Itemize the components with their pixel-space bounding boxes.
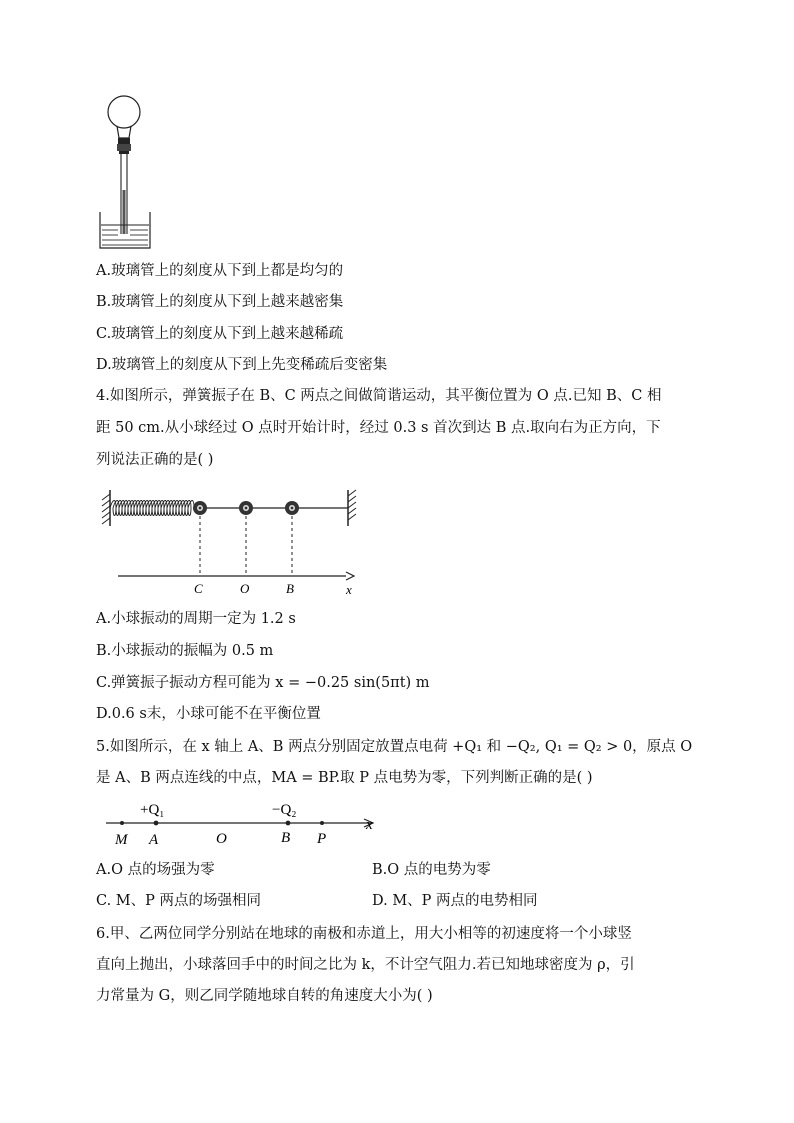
q5-stem-line-1: 5.如图所示，在 x 轴上 A、B 两点分别固定放置点电荷 +Q₁ 和 −Q₂, Q₁ = Q₂ > 0，原点 O: [96, 739, 693, 755]
q4-option-b: B.小球振动的振幅为 0.5 m: [96, 643, 274, 659]
label-b: B: [281, 830, 291, 846]
label-a: A: [149, 832, 159, 848]
label-o: O: [240, 581, 250, 596]
charge-plus-q1: +Q₁: [140, 802, 165, 818]
q4-stem-line-1: 4.如图所示，弹簧振子在 B、C 两点之间做简谐运动，其平衡位置为 O 点.已知 B、C 相: [96, 388, 662, 404]
ball-o: [239, 501, 253, 515]
q4-option-c: C.弹簧振子振动方程可能为 x = −0.25 sin(5πt) m: [96, 675, 430, 691]
q5-option-b: B.O 点的电势为零: [372, 862, 491, 878]
q5-option-c: C. M、P 两点的场强相同: [96, 893, 262, 909]
ball-b: [285, 501, 299, 515]
charge-minus-q2: −Q₂: [272, 802, 297, 818]
bulb-tube-figure: [96, 94, 156, 250]
q3-option-a: A.玻璃管上的刻度从下到上都是均匀的: [96, 263, 344, 279]
ball-c: [193, 501, 207, 515]
label-o: O: [216, 831, 227, 847]
label-x: x: [366, 817, 373, 833]
label-m: M: [115, 832, 128, 848]
q5-option-a: A.O 点的场强为零: [96, 862, 215, 878]
q5-option-d: D. M、P 两点的电势相同: [372, 893, 538, 909]
q6-stem-line-3: 力常量为 G，则乙同学随地球自转的角速度大小为( ): [96, 988, 433, 1004]
q3-option-b: B.玻璃管上的刻度从下到上越来越密集: [96, 294, 344, 310]
q6-stem-line-1: 6.甲、乙两位同学分别站在地球的南极和赤道上，用大小相等的初速度将一个小球竖: [96, 926, 632, 942]
q5-stem-line-2: 是 A、B 两点连线的中点，MA = BP.取 P 点电势为零，下列判断正确的是( ): [96, 770, 593, 786]
spring-oscillator-figure: [96, 484, 366, 600]
q6-stem-line-2: 直向上抛出，小球落回手中的时间之比为 k，不计空气阻力.若已知地球密度为 ρ，引: [96, 957, 635, 973]
charges-axis-figure: [100, 796, 390, 852]
q3-option-d: D.玻璃管上的刻度从下到上先变稀疏后变密集: [96, 357, 388, 373]
label-x: x: [346, 582, 352, 597]
q4-stem-line-3: 列说法正确的是( ): [96, 452, 214, 468]
q4-stem-line-2: 距 50 cm.从小球经过 O 点时开始计时，经过 0.3 s 首次到达 B 点.取向右为正方向，下: [96, 420, 661, 436]
q4-option-d: D.0.6 s末，小球可能不在平衡位置: [96, 706, 321, 722]
label-p: P: [317, 831, 327, 847]
label-c: C: [194, 581, 203, 596]
label-b: B: [286, 581, 294, 596]
q3-option-c: C.玻璃管上的刻度从下到上越来越稀疏: [96, 326, 344, 342]
q4-option-a: A.小球振动的周期一定为 1.2 s: [96, 611, 296, 627]
